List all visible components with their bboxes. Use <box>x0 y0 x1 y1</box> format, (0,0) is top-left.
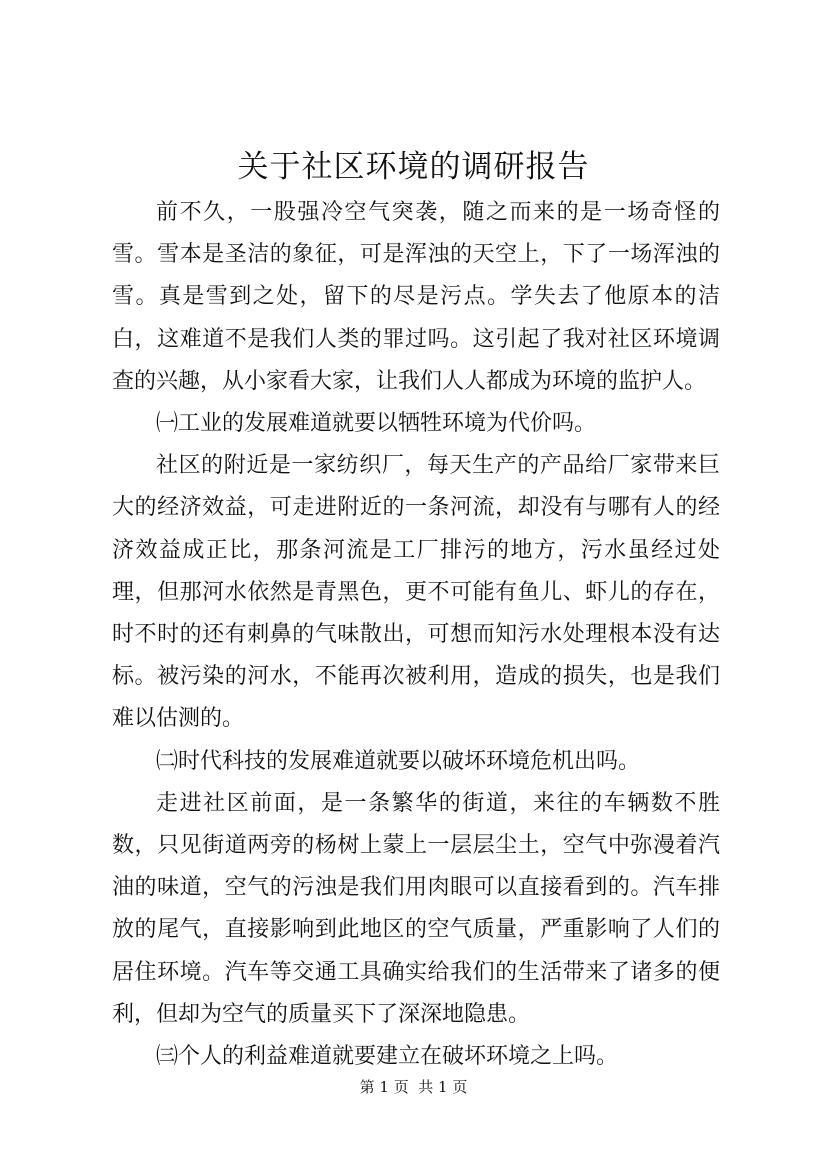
paragraph-traffic: 走进社区前面，是一条繁华的街道，来往的车辆数不胜数，只见街道两旁的杨树上蒙上一层层尘土，空气中弥漫着汽油的味道，空气的污浊是我们用肉眼可以直接看到的。汽车排放的尾气，直接影响到此地区的空气质量，严重影响了人们的居住环境。汽车等交通工具确实给我们的生活带来了诸多的便利，但却为空气的质量买下了深深地隐患。 <box>112 790 720 1027</box>
paragraph-intro: 前不久，一股强冷空气突袭，随之而来的是一场奇怪的雪。雪本是圣洁的象征，可是浑浊的天空上，下了一场浑浊的雪。真是雪到之处，留下的尽是污点。学失去了他原本的洁白，这难道不是我们人类的罪过吗。这引起了我对社区环境调查的兴趣，从小家看大家，让我们人人都成为环境的监护人。 <box>112 200 720 394</box>
section-heading-1: ㈠工业的发展难道就要以牺牲环境为代价吗。 <box>156 411 597 437</box>
document-title: 关于社区环境的调研报告 <box>237 149 590 185</box>
section-heading-3: ㈢个人的利益难道就要建立在破坏环境之上吗。 <box>156 1044 619 1070</box>
document-body <box>112 192 720 1078</box>
page-footer <box>0 1077 827 1097</box>
paragraph-industry: 社区的附近是一家纺织厂，每天生产的产品给厂家带来巨大的经济效益，可走进附近的一条河流，却没有与哪有人的经济效益成正比，那条河流是工厂排污的地方，污水虽经过处理，但那河水依然是青黑色，更不可能有鱼儿、虾儿的存在，时不时的还有刺鼻的气味散出，可想而知污水处理根本没有达标。被污染的河水，不能再次被利用，造成的损失，也是我们难以估测的。 <box>112 453 720 732</box>
section-heading-2: ㈡时代科技的发展难道就要以破坏环境危机出吗。 <box>156 748 641 774</box>
page-number: 第 1 页 共 1 页 <box>359 1078 468 1096</box>
